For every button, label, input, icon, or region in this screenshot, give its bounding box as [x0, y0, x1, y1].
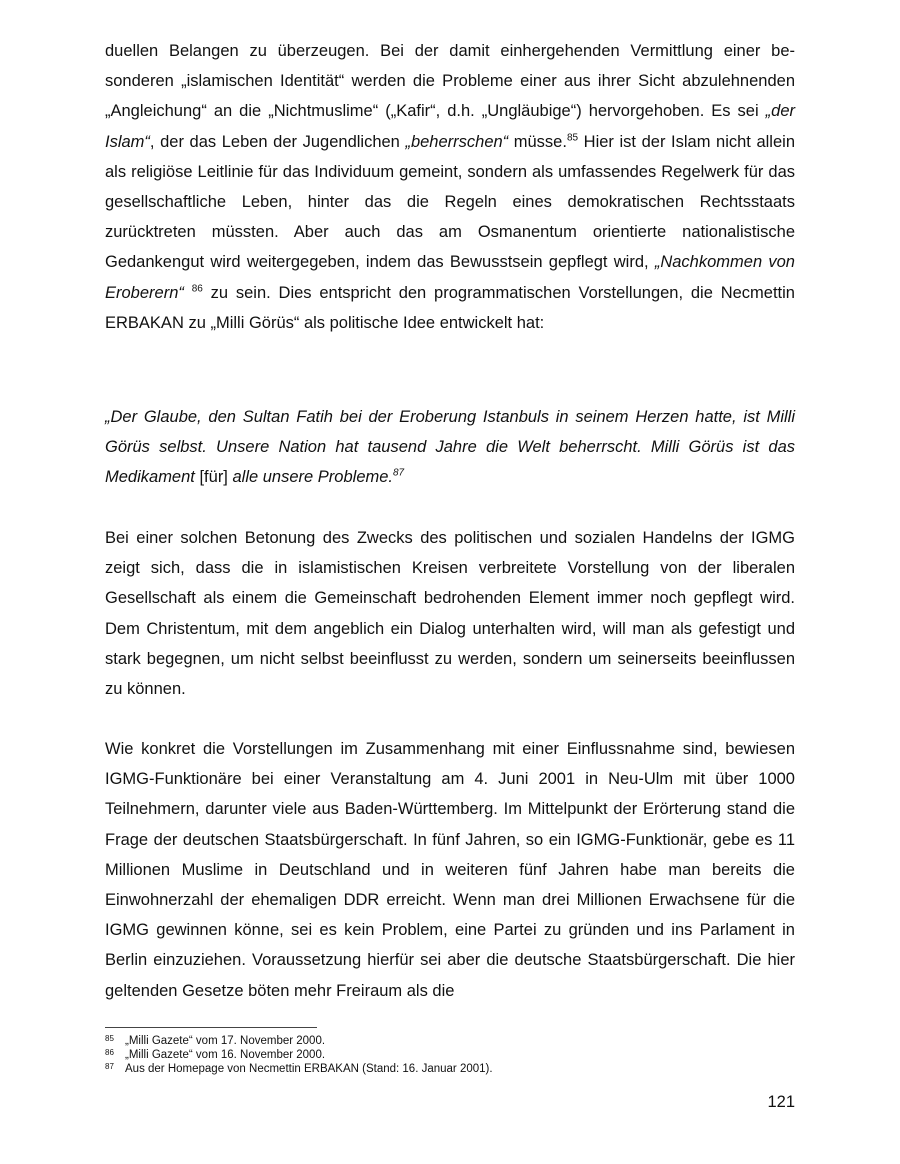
- quote-beherrschen: „beherrschen“: [405, 132, 509, 151]
- footnote-number: 87: [105, 1062, 114, 1071]
- footnote-text: „Milli Gazete“ vom 17. November 2000.: [125, 1035, 326, 1047]
- paragraph-1-text-a: duellen Belangen zu überzeugen. Bei der damit einhergehenden Vermittlung einer besonderen „islamischen Identität“ werden die Probleme einer aus ihrer Sicht abzulehnenden „Angleichung“ an die „Nichtmuslime“ („Kafir“, d.h. „Ungläubige“) hervorgehoben. Es sei: [105, 42, 795, 121]
- footnote-number: 85: [105, 1034, 114, 1043]
- footnote-ref-85[interactable]: 85: [566, 132, 579, 144]
- block-quote-text-c: alle unsere Probleme.: [227, 468, 393, 487]
- footnotes: [105, 1034, 795, 1076]
- footnote-87: [105, 1062, 795, 1076]
- paragraph-1-text-d: Hier ist der Islam nicht allein als religiöse Leitlinie für das Individuum gemeint, sondern als umfassendes Regelwerk für das gesellschaftliche Leben, hinter das die Regeln eines demokratischen Rechtsstaats zurücktreten müssten. Aber auch das am Osmanentum orientierte nationalistische Gedankengut wird weitergegeben, indem das Bewusstsein gepflegt wird,: [105, 132, 795, 272]
- footnote-ref-87[interactable]: 87: [393, 467, 405, 479]
- paragraph-3: Bei einer solchen Betonung des Zwecks des politischen und sozialen Handelns der IGMG zeigt sich, dass die in islamistischen Kreisen verbreitete Vorstellung von der liberalen Gesellschaft als einem die Gemeinschaft bedrohenden Element immer noch gepflegt wird. Dem Christentum, mit dem angeblich ein Dialog unterhalten wird, will man als gefestigt und stark begegnen, um nicht selbst beeinflusst zu werden, sondern um seinerseits beeinflussen zu können.: [105, 529, 795, 699]
- block-quote-insertion: [für]: [199, 468, 228, 487]
- footnote-text: Aus der Homepage von Necmettin ERBAKAN (Stand: 16. Januar 2001).: [125, 1063, 493, 1075]
- quote-der-islam: „der Islam“: [105, 102, 795, 151]
- footnote-number: 86: [105, 1048, 114, 1057]
- block-quote-text-a: „Der Glaube, den Sultan Fatih bei der Eroberung Istanbuls in seinem Herzen hatte, ist Milli Görüs selbst. Unsere Nation hat tausend Jahre die Welt beherrscht. Milli Görüs ist das Medikament: [105, 408, 795, 487]
- footnote-86: [105, 1048, 795, 1062]
- paragraph-1-text-c: müsse.: [508, 132, 567, 151]
- footnote-85: [105, 1034, 795, 1048]
- footnote-ref-86[interactable]: 86: [191, 283, 203, 295]
- block-quote: [105, 402, 795, 493]
- paragraph-1: [105, 36, 795, 338]
- footnote-separator: [105, 1027, 317, 1028]
- page-number: 121: [767, 1093, 795, 1111]
- paragraph-1-text-b: , der das Leben der Jugendlichen: [149, 132, 406, 151]
- quote-nachkommen: „Nachkommen von Eroberern“: [105, 253, 795, 302]
- paragraph-1-text-e: zu sein. Dies entspricht den programmatischen Vorstellungen, die Necmettin ERBAKAN zu „Milli Görüs“ als politische Idee entwickelt hat:: [105, 283, 795, 332]
- paragraph-4: Wie konkret die Vorstellungen im Zusammenhang mit einer Einflussnahme sind, bewiesen IGMG-Funktionäre bei einer Veranstaltung am 4. Juni 2001 in Neu-Ulm mit über 1000 Teilnehmern, darunter viele aus Baden-Württemberg. Im Mittelpunkt der Erörterung stand die Frage der deutschen Staatsbürgerschaft. In fünf Jahren, so ein IGMG-Funktionär, gebe es 11 Millionen Muslime in Deutschland und in weiteren fünf Jahren habe man bereits die Einwohnerzahl der ehemaligen DDR erreicht. Wenn man drei Millionen Erwachsene für die IGMG gewinnen könne, sei es kein Problem, eine Partei zu gründen und ins Parlament in Berlin einzuziehen. Voraussetzung hierfür sei aber die deutsche Staatsbürgerschaft. Die hier geltenden Gesetze böten mehr Freiraum als die: [105, 740, 795, 1000]
- footnote-text: „Milli Gazete“ vom 16. November 2000.: [125, 1049, 326, 1061]
